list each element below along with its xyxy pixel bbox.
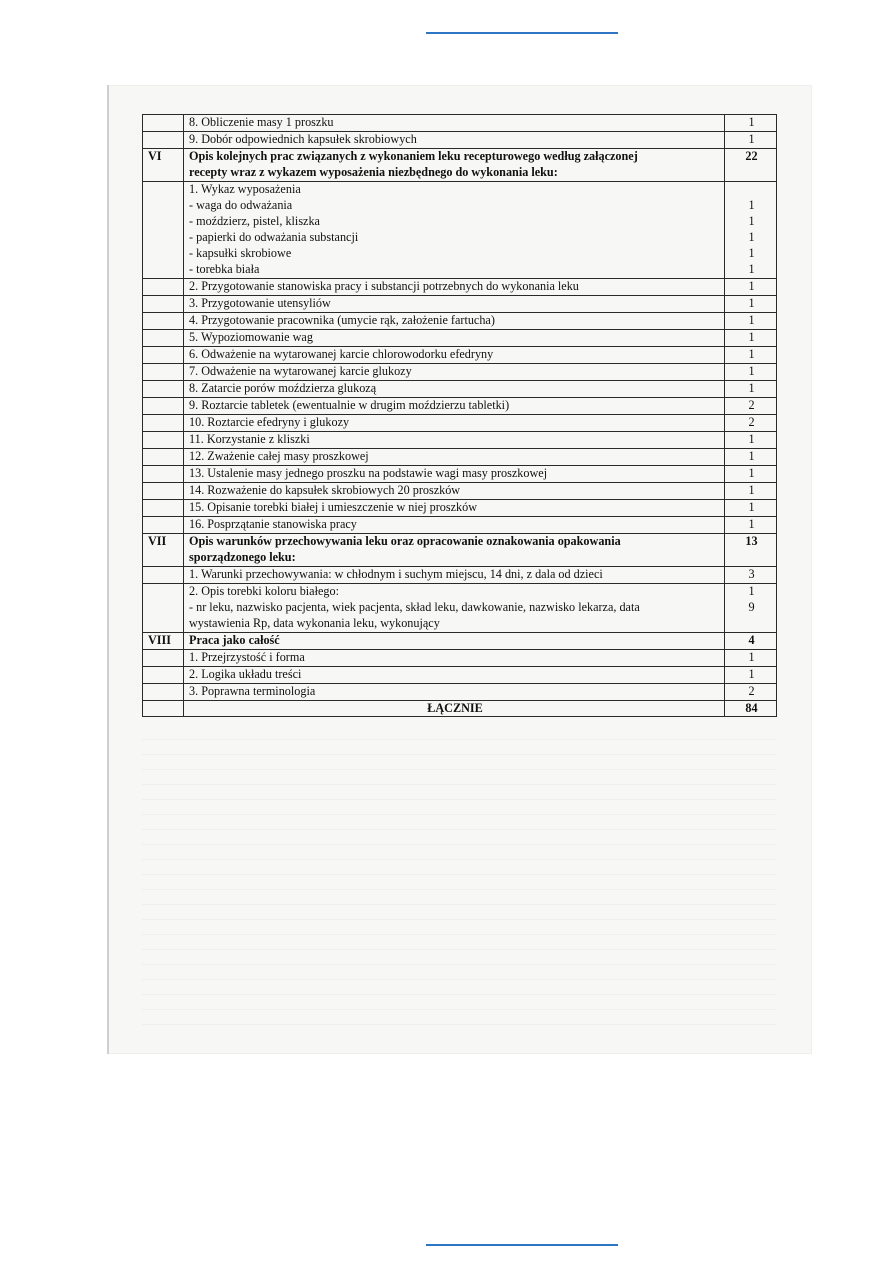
points-value: 1 xyxy=(748,347,755,361)
criterion-cell xyxy=(184,584,725,633)
points-value: 1 xyxy=(748,313,755,327)
section-number xyxy=(143,132,184,149)
table-row xyxy=(143,279,777,296)
table-row xyxy=(143,483,777,500)
table-row xyxy=(143,567,777,584)
criterion-cell xyxy=(184,684,725,701)
criterion-cell xyxy=(184,667,725,684)
criterion-text: - papierki do odważania substancji xyxy=(189,230,359,244)
points-cell xyxy=(725,633,777,650)
points-cell xyxy=(725,398,777,415)
points-cell xyxy=(725,296,777,313)
table-row xyxy=(143,313,777,330)
points-cell xyxy=(725,567,777,584)
total-label: ŁĄCZNIE xyxy=(184,701,725,717)
points-cell xyxy=(725,132,777,149)
points-value: 3 xyxy=(748,567,755,581)
points-cell xyxy=(725,330,777,347)
points-cell xyxy=(725,115,777,132)
criterion-text: 11. Korzystanie z kliszki xyxy=(189,432,310,446)
section-number xyxy=(143,584,184,633)
criterion-text: - torebka biała xyxy=(189,262,260,276)
table-row xyxy=(143,132,777,149)
points-cell xyxy=(725,449,777,466)
criterion-cell xyxy=(184,313,725,330)
points-cell xyxy=(725,381,777,398)
section-number xyxy=(143,517,184,534)
table-row xyxy=(143,381,777,398)
points-value: 2 xyxy=(748,415,755,429)
table-row xyxy=(143,584,777,633)
table-row xyxy=(143,415,777,432)
points-value xyxy=(730,182,773,198)
points-cell xyxy=(725,313,777,330)
points-cell xyxy=(725,684,777,701)
points-value: 1 xyxy=(748,198,755,212)
points-cell xyxy=(725,279,777,296)
points-value: 1 xyxy=(748,296,755,310)
section-number: VII xyxy=(143,534,184,567)
points-value: 1 xyxy=(748,262,755,276)
table-row xyxy=(143,500,777,517)
points-value: 1 xyxy=(748,330,755,344)
section-number xyxy=(143,483,184,500)
scoring-table-body xyxy=(143,115,777,701)
criterion-cell xyxy=(184,398,725,415)
section-number xyxy=(143,432,184,449)
points-cell xyxy=(725,415,777,432)
criterion-text: 2. Przygotowanie stanowiska pracy i substancji potrzebnych do wykonania leku xyxy=(189,279,579,293)
points-cell xyxy=(725,466,777,483)
criterion-text: 5. Wypoziomowanie wag xyxy=(189,330,313,344)
points-value: 1 xyxy=(748,500,755,514)
points-value: 1 xyxy=(748,230,755,244)
criterion-cell xyxy=(184,149,725,182)
criterion-cell xyxy=(184,330,725,347)
criterion-text: 2. Logika układu treści xyxy=(189,667,302,681)
criterion-text: 12. Zważenie całej masy proszkowej xyxy=(189,449,369,463)
criterion-text: - nr leku, nazwisko pacjenta, wiek pacjenta, skład leku, dawkowanie, nazwisko lekarza, data xyxy=(189,600,640,614)
points-value: 13 xyxy=(745,534,758,548)
footer-rule xyxy=(426,1244,618,1246)
criterion-text: 1. Przejrzystość i forma xyxy=(189,650,305,664)
table-row xyxy=(143,432,777,449)
points-cell xyxy=(725,432,777,449)
points-value: 1 xyxy=(748,584,755,598)
table-row xyxy=(143,398,777,415)
points-value: 1 xyxy=(748,466,755,480)
section-number xyxy=(143,500,184,517)
criterion-text: 4. Przygotowanie pracownika (umycie rąk, założenie fartucha) xyxy=(189,313,495,327)
criterion-cell xyxy=(184,650,725,667)
criterion-text: - waga do odważania xyxy=(189,198,293,212)
section-number xyxy=(143,182,184,279)
criterion-text: 8. Obliczenie masy 1 proszku xyxy=(189,115,334,129)
points-value: 1 xyxy=(748,449,755,463)
section-number xyxy=(143,650,184,667)
table-row xyxy=(143,466,777,483)
criterion-text: Opis kolejnych prac związanych z wykonaniem leku recepturowego według załączonej xyxy=(189,149,638,163)
points-value: 1 xyxy=(748,381,755,395)
section-number xyxy=(143,115,184,132)
criterion-cell xyxy=(184,567,725,584)
criterion-cell xyxy=(184,132,725,149)
criterion-text: 10. Roztarcie efedryny i glukozy xyxy=(189,415,350,429)
section-number xyxy=(143,684,184,701)
header-rule xyxy=(426,32,618,34)
criterion-cell xyxy=(184,432,725,449)
criterion-cell xyxy=(184,364,725,381)
section-number xyxy=(143,279,184,296)
total-points: 84 xyxy=(725,701,777,717)
criterion-cell xyxy=(184,115,725,132)
criterion-text: 15. Opisanie torebki białej i umieszczenie w niej proszków xyxy=(189,500,478,514)
criterion-text: 8. Zatarcie porów moździerza glukozą xyxy=(189,381,377,395)
criterion-text: 1. Wykaz wyposażenia xyxy=(189,182,301,196)
criterion-text: wystawienia Rp, data wykonania leku, wykonujący xyxy=(189,616,440,630)
criterion-text: 3. Przygotowanie utensyliów xyxy=(189,296,331,310)
points-value: 1 xyxy=(748,279,755,293)
points-value: 1 xyxy=(748,214,755,228)
criterion-cell xyxy=(184,449,725,466)
section-row xyxy=(143,534,777,567)
points-value: 2 xyxy=(748,684,755,698)
points-value: 1 xyxy=(748,667,755,681)
points-cell xyxy=(725,667,777,684)
points-cell xyxy=(725,500,777,517)
criterion-text: 3. Poprawna terminologia xyxy=(189,684,316,698)
criterion-cell xyxy=(184,296,725,313)
table-row xyxy=(143,667,777,684)
criterion-cell xyxy=(184,381,725,398)
points-cell xyxy=(725,534,777,567)
section-number xyxy=(143,347,184,364)
table-row xyxy=(143,449,777,466)
criterion-text: sporządzonego leku: xyxy=(189,550,296,564)
section-number xyxy=(143,313,184,330)
section-number xyxy=(143,330,184,347)
points-value: 1 xyxy=(748,517,755,531)
section-number xyxy=(143,667,184,684)
section-number xyxy=(143,415,184,432)
table-row xyxy=(143,517,777,534)
criterion-text: - moździerz, pistel, kliszka xyxy=(189,214,320,228)
total-row xyxy=(143,701,777,717)
points-value: 4 xyxy=(748,633,755,647)
table-row xyxy=(143,347,777,364)
section-number: VI xyxy=(143,149,184,182)
criterion-cell xyxy=(184,633,725,650)
criterion-cell xyxy=(184,415,725,432)
criterion-text: 16. Posprzątanie stanowiska pracy xyxy=(189,517,357,531)
table-row xyxy=(143,650,777,667)
points-value: 1 xyxy=(748,432,755,446)
criterion-text: 6. Odważenie na wytarowanej karcie chlorowodorku efedryny xyxy=(189,347,494,361)
scoring-table xyxy=(142,114,777,717)
points-cell xyxy=(725,483,777,500)
points-cell xyxy=(725,364,777,381)
points-value: 9 xyxy=(748,600,755,614)
points-cell xyxy=(725,584,777,633)
section-number xyxy=(143,449,184,466)
criterion-text: 2. Opis torebki koloru białego: xyxy=(189,584,339,598)
criterion-text: 14. Rozważenie do kapsułek skrobiowych 20 proszków xyxy=(189,483,461,497)
table-row xyxy=(143,684,777,701)
points-value: 1 xyxy=(748,483,755,497)
total-empty-cell xyxy=(143,701,184,717)
points-value: 1 xyxy=(748,364,755,378)
criterion-cell xyxy=(184,466,725,483)
criterion-text: 7. Odważenie na wytarowanej karcie glukozy xyxy=(189,364,412,378)
points-value: 1 xyxy=(748,132,755,146)
points-cell xyxy=(725,149,777,182)
section-number xyxy=(143,364,184,381)
points-value: 1 xyxy=(748,115,755,129)
criterion-text: - kapsułki skrobiowe xyxy=(189,246,292,260)
points-cell xyxy=(725,182,777,279)
criterion-text: 9. Roztarcie tabletek (ewentualnie w drugim moździerzu tabletki) xyxy=(189,398,510,412)
criterion-text: recepty wraz z wykazem wyposażenia niezbędnego do wykonania leku: xyxy=(189,165,558,179)
section-number: VIII xyxy=(143,633,184,650)
criterion-cell xyxy=(184,182,725,279)
points-cell xyxy=(725,347,777,364)
section-number xyxy=(143,466,184,483)
table-row xyxy=(143,296,777,313)
points-value: 2 xyxy=(748,398,755,412)
section-row xyxy=(143,149,777,182)
criterion-cell xyxy=(184,347,725,364)
criterion-cell xyxy=(184,517,725,534)
section-number xyxy=(143,381,184,398)
bleed-through-text xyxy=(142,725,777,1025)
section-number xyxy=(143,296,184,313)
criterion-text: Opis warunków przechowywania leku oraz opracowanie oznakowania opakowania xyxy=(189,534,621,548)
points-value: 1 xyxy=(748,650,755,664)
criterion-cell xyxy=(184,279,725,296)
criterion-cell xyxy=(184,534,725,567)
points-cell xyxy=(725,650,777,667)
section-number xyxy=(143,567,184,584)
points-cell xyxy=(725,517,777,534)
table-row xyxy=(143,330,777,347)
table-row xyxy=(143,364,777,381)
criterion-cell xyxy=(184,483,725,500)
criterion-text: 9. Dobór odpowiednich kapsułek skrobiowych xyxy=(189,132,417,146)
table-row xyxy=(143,182,777,279)
points-value: 22 xyxy=(745,149,758,163)
criterion-cell xyxy=(184,500,725,517)
points-value xyxy=(730,616,773,632)
section-number xyxy=(143,398,184,415)
criterion-text: 1. Warunki przechowywania: w chłodnym i suchym miejscu, 14 dni, z dala od dzieci xyxy=(189,567,603,581)
criterion-text: 13. Ustalenie masy jednego proszku na podstawie wagi masy proszkowej xyxy=(189,466,548,480)
criterion-text: Praca jako całość xyxy=(189,633,280,647)
table-row xyxy=(143,115,777,132)
points-value: 1 xyxy=(748,246,755,260)
section-row xyxy=(143,633,777,650)
